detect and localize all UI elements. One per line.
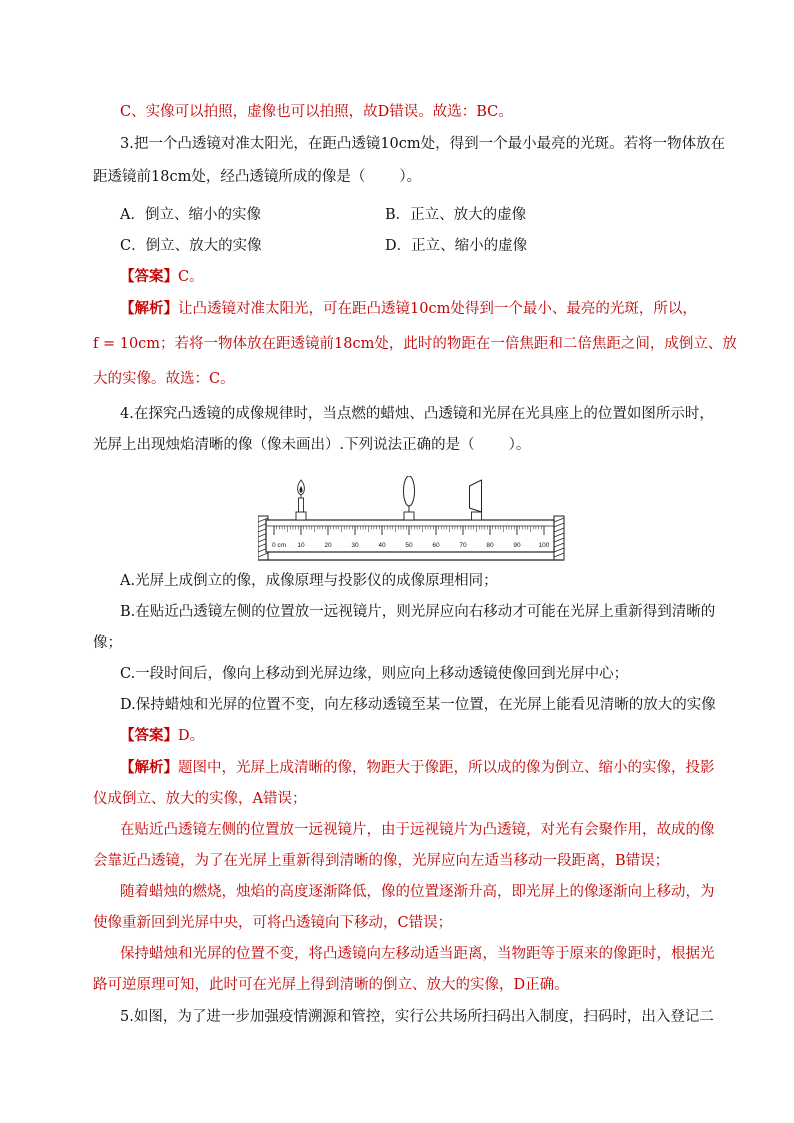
q4-analysis-line8: 路可逆原理可知，此时可在光屏上得到清晰的倒立、放大的实像，D正确。: [93, 977, 569, 993]
q3-analysis-line2: f = 10cm；若将一物体放在距透镜前18cm处，此时的物距在一倍焦距和二倍焦距之间，成倒立、放: [93, 336, 737, 352]
q3-answer: [120, 267, 204, 287]
q3-option-a: A．倒立、缩小的实像: [120, 207, 261, 223]
scale-label: 20: [324, 542, 332, 549]
q3-stem-line1: 3.把一个凸透镜对准太阳光，在距凸透镜10cm处，得到一个最小最亮的光斑。若将一物体放在: [120, 136, 726, 152]
q3-option-c: C．倒立、放大的实像: [120, 238, 262, 254]
candle-body: [299, 498, 304, 512]
q3-stem-line2-text: 距透镜前18cm处，经凸透镜所成的像是（: [93, 169, 366, 185]
screen-holder: [472, 512, 482, 520]
q4-analysis-line3: 在贴近凸透镜左侧的位置放一远视镜片，由于远视镜片为凸透镜，对光有会聚作用，故成的像: [120, 822, 715, 838]
lens-body: [404, 476, 415, 506]
light-screen: [470, 480, 482, 520]
q4-analysis-line5: 随着蜡烛的燃烧，烛焰的高度逐渐降低，像的位置逐渐升高，即光屏上的像逐渐向上移动，为: [120, 884, 715, 900]
screen-panel: [470, 480, 482, 512]
q4-stem-line2-end: ）。: [508, 437, 531, 453]
q4-stem-line2-text: 光屏上出现烛焰清晰的像（像未画出）.下列说法正确的是（: [93, 437, 475, 453]
scale-label: 0 cm: [272, 542, 287, 549]
lens-holder: [404, 512, 414, 520]
scale-label: 60: [432, 542, 440, 549]
prev-answer-tail: C、实像可以拍照，虚像也可以拍照，故D错误。故选：BC。: [120, 104, 513, 120]
q4-stem-line2: [93, 435, 530, 455]
q4-analysis-line1: [120, 758, 715, 778]
q4-analysis-line4: 会靠近凸透镜，为了在光屏上重新得到清晰的像，光屏应向左适当移动一段距离，B错误；: [93, 853, 670, 869]
analysis-tag: 【解析】: [120, 759, 178, 776]
q4-analysis-text1: 题图中，光屏上成清晰的像，物距大于像距，所以成的像为倒立、缩小的实像，投影: [178, 760, 715, 776]
q4-option-b-line2: 像；: [93, 635, 122, 651]
q3-stem-line2: [93, 167, 421, 187]
analysis-tag: 【解析】: [120, 300, 178, 317]
q5-stem-line1: 5.如图，为了进一步加强疫情溯源和管控，实行公共场所扫码出入制度，扫码时，出入登记二: [120, 1009, 714, 1025]
q4-answer: [120, 726, 204, 746]
scale-label: 90: [513, 542, 521, 549]
candle: [296, 480, 306, 520]
q4-analysis-line7: 保持蜡烛和光屏的位置不变，将凸透镜向左移动适当距离，当物距等于原来的像距时，根据光: [120, 946, 715, 962]
q3-analysis-text1: 让凸透镜对准太阳光，可在距凸透镜10cm处得到一个最小、最亮的光斑，所以，: [178, 301, 697, 317]
q3-answer-value: C。: [178, 269, 204, 285]
scale-label: 40: [378, 542, 386, 549]
q4-analysis-line6: 使像重新回到光屏中央，可将凸透镜向下移动，C错误；: [93, 915, 453, 931]
candle-holder: [296, 512, 306, 520]
q4-answer-value: D。: [178, 728, 205, 744]
scale-label: 100: [538, 542, 550, 549]
convex-lens: [404, 476, 415, 520]
answer-tag: 【答案】: [120, 727, 178, 744]
optical-bench-figure: [258, 476, 568, 564]
q3-stem-line2-end: ）。: [399, 169, 422, 185]
q4-option-d: D.保持蜡烛和光屏的位置不变，向左移动透镜至某一位置，在光屏上能看见清晰的放大的实像: [120, 697, 716, 713]
q4-stem-line1: 4.在探究凸透镜的成像规律时，当点燃的蜡烛、凸透镜和光屏在光具座上的位置如图所示时，: [120, 406, 714, 422]
scale-label: 30: [351, 542, 359, 549]
q3-option-d: D．正立、缩小的虚像: [385, 238, 528, 254]
answer-tag: 【答案】: [120, 268, 178, 285]
q3-analysis-line3: 大的实像。故选：C。: [93, 371, 235, 387]
q4-analysis-line2: 仪成倒立、放大的实像，A错误；: [93, 791, 307, 807]
scale-label: 80: [486, 542, 494, 549]
scale-label: 10: [297, 542, 305, 549]
q4-option-c: C.一段时间后，像向上移动到光屏边缘，则应向上移动透镜使像回到光屏中心；: [120, 666, 629, 682]
scale-label: 70: [459, 542, 467, 549]
scale-label: 50: [405, 542, 413, 549]
q4-option-b-line1: B.在贴近凸透镜左侧的位置放一远视镜片，则光屏应向右移动才可能在光屏上重新得到清晰的: [120, 604, 716, 620]
q3-analysis-line1: [120, 299, 697, 319]
q3-option-b: B．正立、放大的虚像: [385, 207, 527, 223]
q4-option-a: A.光屏上成倒立的像，成像原理与投影仪的成像原理相同；: [120, 573, 498, 589]
